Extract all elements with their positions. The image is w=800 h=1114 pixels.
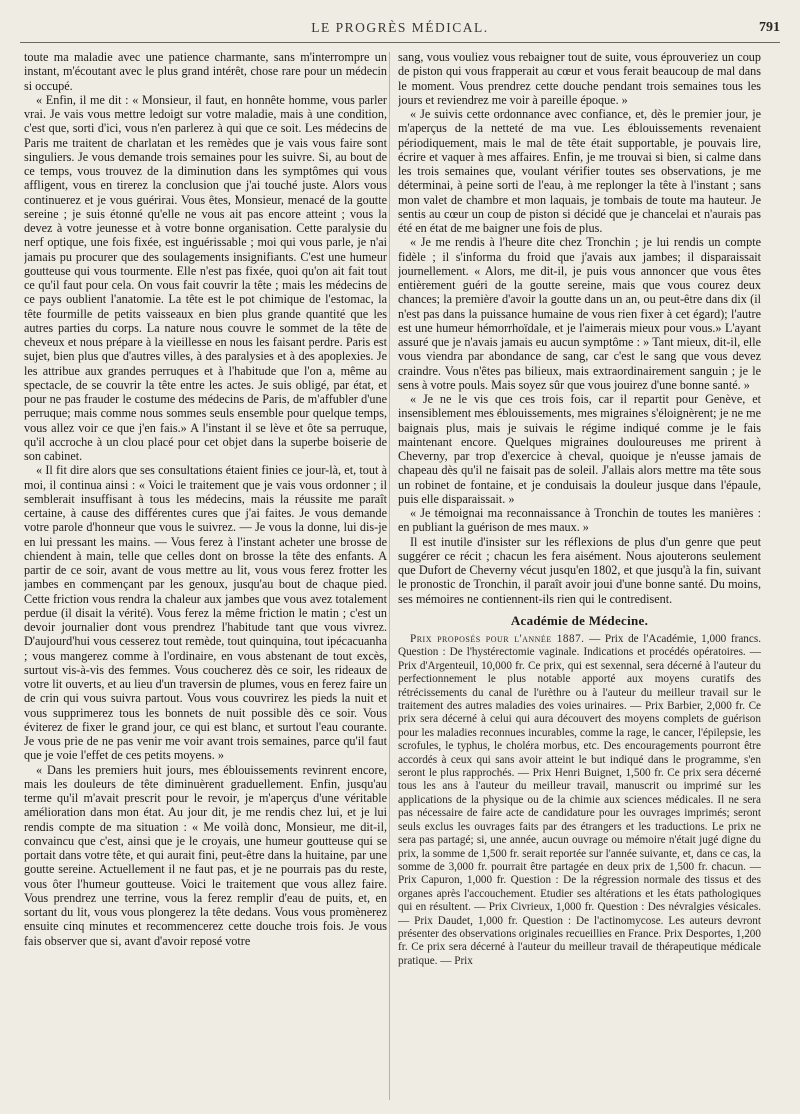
running-head: LE PROGRÈS MÉDICAL. — [311, 20, 489, 35]
paragraph: « Dans les premiers huit jours, mes éblouissements revinrent encore, mais les douleurs de tête diminuèrent graduellement. Enfin, jusqu'au terme qu'il m'avait prescrit pour le revoir, je m'aperçus d'une véritable amélioration dans mon état. Au jour dit, je me rendis chez lui, et je lui rendis compte de ma situation : « Me voilà donc, Monsieur, me dit-il, convaincu que c'est, ainsi que je le croyais, une humeur goutteuse qui se portait dans votre tête, et qui aurait fini, peut-être dans la huitaine, par une goutte sereine. Actuellement il ne faut pas, et je ne pourrais pas du reste, vous ôter l'humeur goutteuse. Voici le traitement que vous allez faire. Vous prendrez une terrine, vous la ferez remplir d'eau de puits, et, en sortant du lit, vous vous plongerez la tête dedans. Vous vous promènerez ensuite cinq minutes et recommencerez cette douche trois fois. Je vous fais observer que si, avant d'avoir reposé votre — [24, 762, 387, 948]
paragraph: « Il fit dire alors que ses consultations étaient finies ce jour-là, et, tout à moi, il continua ainsi : « Voici le traitement que je vais vous ordonner ; il semblerait insuffisant à tous les médecins, mais la réussite me paraît certaine, à cause des différentes cures que j'ai faites. Je vous demande votre parole d'honneur que vous le suivrez. — Je vous la donne, lui dis-je en lui pressant les mains. — Vous ferez à l'instant acheter une brosse de chiendent à main, telle que celles dont on brosse la tête des enfants. A partir de ce soir, avant de vous mettre au lit, vous vous ferez frotter les jambes en commençant par les genoux, jusqu'au bout de chaque pied. Cette friction vous rendra la chaleur aux jambes que vous avez totalement perdue (il disait la vérité). Vous ferez la même friction le matin ; c'est un devoir journalier dont vous prendrez l'habitude tant que vous vivrez. D'aujourd'hui vous cesserez tout remède, tout quinquina, tout ipécacuanha ; vous mangerez comme à l'ordinaire, en vous abstenant de tout excès, surtout vis-à-vis des femmes. Vous coucherez dès ce soir, les rideaux de votre lit ouverts, et au lieu d'un traversin de plumes, vous en ferez faire un de crin qui vous suivra partout. Vous vous couvrirez les pieds la nuit et vous supprimerez tous les bonnets de nuit possible dès ce soir. Vous éviterez de fixer le grand jour, ce qui est blanc, et surtout l'eau courante. Je vous prie de ne pas venir me voir avant trois semaines, parce qu'il faut que je voie l'effet de ces petits moyens. » — [24, 463, 387, 763]
paragraph: « Enfin, il me dit : « Monsieur, il faut, en honnête homme, vous parler vrai. Je vais vous mettre ledoigt sur votre maladie, mais à une condition, c'est que, sorti d'ici, vous n'en parlerez à qui que ce soit. Les médecins de Paris me traitent de charlatan et les remèdes que je vais vous faire sont singuliers. Je vous demande trois semaines pour les suivre. Si, au bout de ce temps, vous trouvez de la diminution dans les symptômes qui vous affligent, vous en tirerez la conclusion que j'ai touché juste. Alors vous continuerez et je vous guérirai. Vous êtes, Monsieur, menacé de la goutte sereine ; je suis étonné qu'elle ne vous ait pas encore atteint ; vous la devez à votre jeunesse et à votre bonne organisation. Cette paralysie du nerf optique, une fois fixée, est inguérissable ; moi qui vous parle, je n'ai jamais pu procurer que des soulagements insignifiants. C'est une humeur goutteuse qui vous tourmente. Elle n'est pas fixée, quoi qu'on ait fait tout ce qu'il faut pour cela. On vous fait couvrir la tête ; mais les médecins de ce pays oublient l'anatomie. La tête est le pot chimique de l'estomac, la tête fourmille de petits vaisseaux en bien plus grande quantité que les autres parties du corps. La nature nous couvre le sommet de la tête de cheveux et nous prépare à la vieillesse en nous les faisant perdre. Paris est sujet, bien plus que d'autres villes, à des paralysies et à des apoplexies. Je les attribue aux grandes perruques et à l'habitude que l'on a, même au spectacle, de se couvrir la tête entre les actes. Je suis obligé, par état, et pour ne pas frauder le costume des médecins de Paris, de m'affubler d'une perruque; mais comme nous sommes seuls ensemble pour quelque temps, vous allez voir ce que j'en fais.» A l'instant il se lève et ôte sa perruque, qu'il accroche à un clou placé pour cet objet dans la superbe boiserie de son cabinet. — [24, 92, 387, 463]
paragraph: « Je suivis cette ordonnance avec confiance, et, dès le premier jour, je m'aperçus de la netteté de ma vue. Les éblouissements revenaient périodiquement, mais le mal de tête était supportable, je pouvais lire, écrire et vaquer à mes affaires. Enfin, je me trouvai si bien, si calme dans les trois semaines que, voulant vérifier toutes ses observations, je me déterminai, à peine sorti de l'eau, à me replonger la tête à l'instant ; sans mon valet de chambre et mon laquais, je tombais de toute ma hauteur. Je sentis au cœur un coup de piston si décidé que je chancelai et n'aurais pas été en état de me baigner une fois de plus. — [398, 107, 761, 235]
right-column — [398, 50, 761, 1106]
left-column — [24, 50, 387, 1106]
header-rule — [20, 42, 780, 43]
paragraph: « Je témoignai ma reconnaissance à Tronchin de toutes les manières : en publiant la guérison de mes maux. » — [398, 506, 761, 535]
column-divider — [389, 52, 390, 1100]
paragraph: Il est inutile d'insister sur les réflexions de plus d'un genre que peut suggérer ce récit ; chacun les fera aisément. Nous ajouterons seulement que Dufort de Cheverny vécut jusqu'en 1802, et que jusqu'à la fin, suivant le pronostic de Tronchin, il paraît avoir joui d'une bonne santé. Du moins, ses mémoires ne contiennent-ils rien qui le contredisent. — [398, 534, 761, 606]
prizes-text: — Prix de l'Académie, 1,000 francs. Question : De l'hystérectomie vaginale. Indications et procédés opératoires. — Prix d'Argenteuil, 10,000 fr. Ce prix, qui est sexennal, sera décerné à l'auteur du perfectionnement le plus notable apporté aux moyens curatifs des rétrécissements du canal de l'urèthre ou à l'auteur du meilleur travail sur le traitement des autres maladies des voies urinaires. — Prix Barbier, 2,000 fr. Ce prix sera décerné à celui qui aura découvert des moyens complets de guérison pour les maladies reconnues incurables, comme la rage, le cancer, l'épilepsie, les scrofules, le typhus, le choléra morbus, etc. Des encouragements pourront être accordés à ceux qui sans avoir atteint le but indiqué dans le programme, s'en seront le plus rapprochés. — Prix Henri Buignet, 1,500 fr. Ce prix sera décerné tous les ans à l'auteur du meilleur travail, manuscrit ou imprimé sur les applications de la physique ou de la chimie aux sciences médicales. Il ne sera pas nécessaire de faire acte de candidature pour les ouvrages imprimés; seront seuls exclus les ouvrages faits par des étrangers et les traductions. Le prix ne sera pas partagé; si, une année, aucun ouvrage ou mémoire n'était jugé digne du prix, la somme de 1,500 fr. serait reportée sur l'année suivante, et, dans ce cas, la somme de 3,000 fr. pourrait être partagée en deux prix de 1,500 fr. chacun. — Prix Capuron, 1,000 fr. Question : De la régression normale des tissus et des organes après l'accouchement. Etudier ses altérations et les états pathologiques qui en résultent. — Prix Civrieux, 1,000 fr. Question : Des névralgies vésicales. — Prix Daudet, 1,000 fr. Question : De l'actinomycose. Les auteurs devront présenter des observations originales recueillies en France. Prix Desportes, 1,200 fr. Ce prix sera décerné à l'auteur du meilleur travail de thérapeutique médicale pratique. — Prix — [398, 633, 761, 967]
paragraph: sang, vous vouliez vous rebaigner tout de suite, vous éprouveriez un coup de piston qui vous frapperait au cœur et vous ferait beaucoup de mal dans le moment. Vous prendrez cette douche pendant trois semaines tous les jours et reviendrez me voir à pareille époque. » — [398, 50, 761, 107]
paragraph: « Je ne le vis que ces trois fois, car il repartit pour Genève, et insensiblement mes éblouissements, mes migraines s'éloignèrent; je ne me baignais plus, mais je suivais le régime indiqué comme je le fais maintenant encore. Quelques migraines douloureuses me prirent à Cheverny, par trop d'exercice à cheval, quoique je n'eusse jamais de chapeau dès qu'il ne faisait pas de soleil. J'allais alors mettre ma tête sous un robinet de fontaine, et je conduisais la douleur jusque dans l'épaule, puis elle disparaissait. » — [398, 392, 761, 506]
page-number: 791 — [759, 20, 780, 35]
paragraph: toute ma maladie avec une patience charmante, sans m'interrompre un instant, m'écoutant avec le plus grand intérêt, chose rare pour un médecin si occupé. — [24, 50, 387, 93]
prizes-paragraph — [398, 633, 761, 968]
paragraph: « Je me rendis à l'heure dite chez Tronchin ; je lui rendis un compte fidèle ; il s'informa du froid que j'avais aux jambes; il disparaissait journellement. « Alors, me dit-il, je puis vous annoncer que vous êtes entièrement guéri de la goutte sereine, mais que vous courez deux chances; la première d'avoir la goutte dans un an, ou peut-être dans dix (il n'est pas dans la puissance humaine de vous rien fixer à cet égard); l'autre est une humeur hémorrhoïdale, et je l'aimerais mieux pour vous.» L'ayant assuré que je n'avais jamais eu aucun symptôme : » Tant mieux, dit-il, elle vous viendra par abondance de sang, car c'est le sang que vous devez craindre. Vous n'êtes pas bilieux, mais extraordinairement sanguin ; je le sens à votre pouls. Mais soyez sûr que vous jouirez d'une bonne santé. » — [398, 235, 761, 392]
prizes-lead: Prix proposés pour l'année 1887. — [410, 633, 585, 645]
page-header — [20, 14, 780, 42]
section-title: Académie de Médecine. — [510, 612, 649, 628]
